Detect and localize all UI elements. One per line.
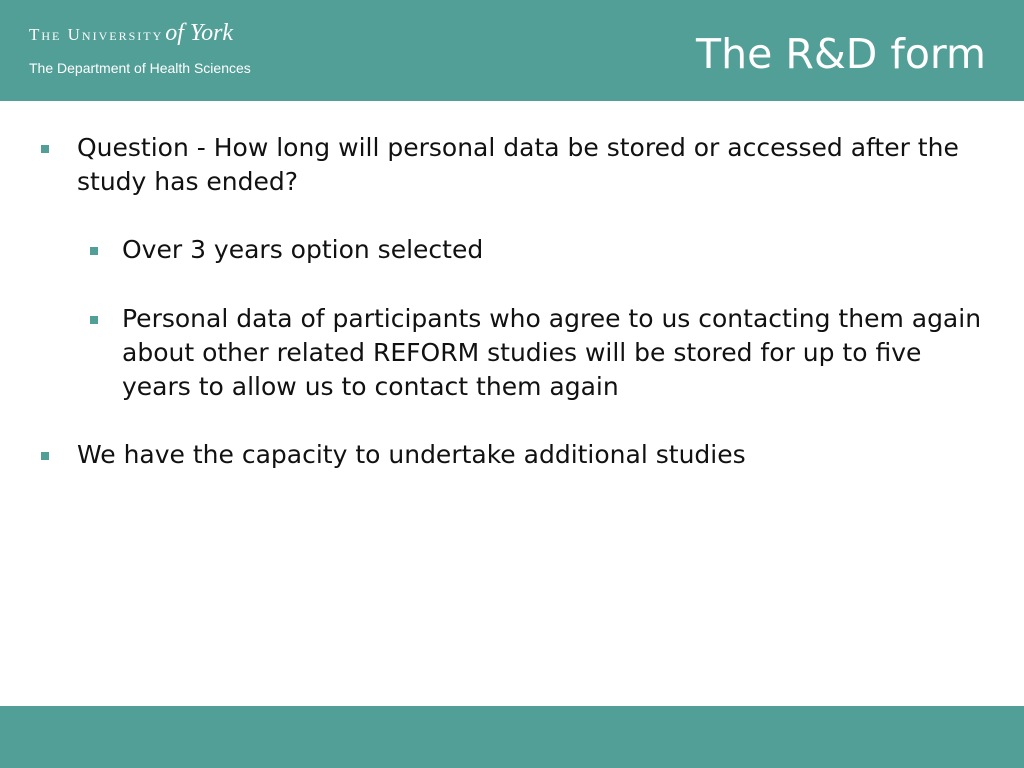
square-bullet-icon — [41, 145, 49, 153]
logo-university-prefix: The University — [29, 25, 164, 44]
university-logo — [29, 22, 251, 76]
bullet-item — [77, 131, 987, 199]
square-bullet-icon — [90, 316, 98, 324]
footer-bar — [0, 706, 1024, 768]
square-bullet-icon — [90, 247, 98, 255]
bullet-text: Over 3 years option selected — [122, 235, 484, 264]
logo-university-name — [29, 22, 251, 46]
bullet-text: Question - How long will personal data be stored or accessed after the study has ended? — [77, 133, 959, 196]
bullet-item — [122, 302, 982, 404]
bullet-text: We have the capacity to undertake additional studies — [77, 440, 746, 469]
header-bar — [0, 0, 1024, 101]
bullet-item — [77, 438, 987, 472]
logo-department: The Department of Health Sciences — [29, 60, 251, 76]
square-bullet-icon — [41, 452, 49, 460]
bullet-text: Personal data of participants who agree to us contacting them again about other related REFORM studies will be stored for up to five years to allow us to contact them again — [122, 304, 982, 401]
logo-university-script: of York — [165, 20, 234, 46]
slide-title: The R&D form — [696, 30, 986, 78]
bullet-item — [122, 233, 982, 267]
